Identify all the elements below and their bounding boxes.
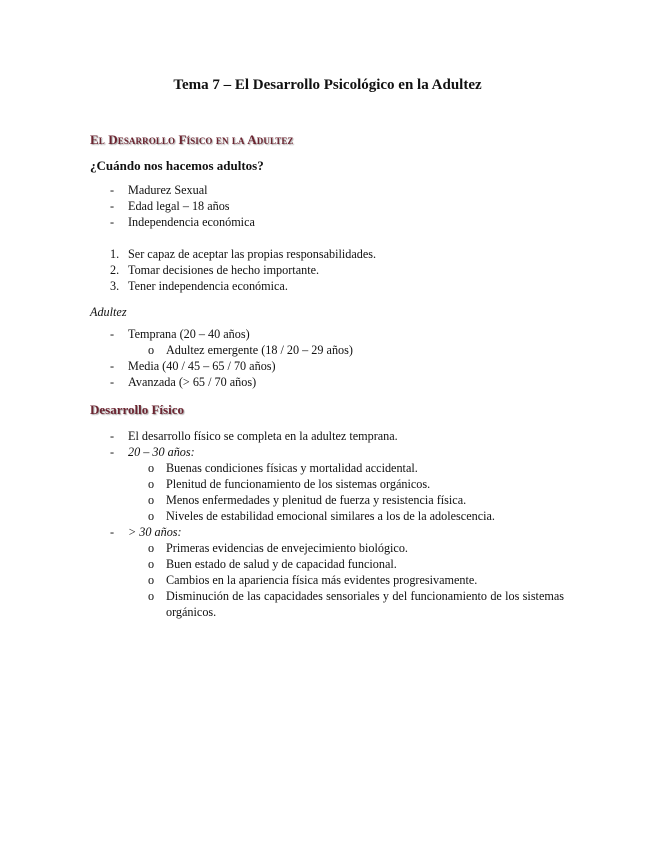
page-title: Tema 7 – El Desarrollo Psicológico en la Adultez: [173, 77, 482, 93]
list-item: [90, 524, 564, 620]
bullet-o: o: [148, 573, 155, 587]
stage-emergente: Adultez emergente (18 / 20 – 29 años): [166, 343, 353, 357]
stage-temprana: Temprana (20 – 40 años): [128, 327, 250, 341]
bullet-o: o: [148, 541, 155, 555]
sub-list-item: [128, 476, 564, 492]
sub-list-item: [128, 572, 564, 588]
question-heading: ¿Cuándo nos hacemos adultos?: [90, 158, 264, 173]
list-item: [90, 262, 376, 278]
list-item: [90, 246, 376, 262]
sub-list-text: Menos enfermedades y plenitud de fuerza y resistencia física.: [166, 493, 467, 507]
sub-list-text: Primeras evidencias de envejecimiento biológico.: [166, 541, 408, 555]
section-heading-desarrollo-fisico: Desarrollo Físico: [90, 402, 184, 417]
stages-list: [90, 326, 353, 390]
group-label-over-30: > 30 años:: [128, 525, 182, 539]
sub-list: [128, 540, 564, 620]
sub-list-text: Buenas condiciones físicas y mortalidad accidental.: [166, 461, 418, 475]
numbered-list: [90, 246, 376, 294]
list-text: Tomar decisiones de hecho importante.: [128, 263, 320, 277]
list-item: - Edad legal – 18 años: [90, 198, 255, 214]
list-item: [90, 444, 564, 524]
sub-list-item: [128, 492, 564, 508]
list-number: 2.: [110, 263, 120, 277]
sub-list-item: [128, 342, 353, 358]
sub-list-item: [128, 460, 564, 476]
list-item: - Avanzada (> 65 / 70 años): [90, 374, 353, 390]
list-item: - Madurez Sexual: [90, 182, 255, 198]
sub-list: [128, 460, 564, 524]
list-item: - El desarrollo físico se completa en la adultez temprana.: [90, 428, 564, 444]
sub-list-item: [128, 508, 564, 524]
physical-development-list: [90, 428, 564, 620]
list-number: 1.: [110, 247, 120, 261]
bullet-o: o: [148, 493, 155, 507]
sub-list-item: [128, 540, 564, 556]
bullet-o: o: [148, 343, 155, 357]
list-text: Tener independencia económica.: [128, 279, 288, 293]
sub-list-item: [128, 588, 564, 620]
group-label-20-30: 20 – 30 años:: [128, 445, 195, 459]
sub-list-text: Cambios en la apariencia física más evidentes progresivamente.: [166, 573, 478, 587]
bullet-o: o: [148, 477, 155, 491]
list-item: - Independencia económica: [90, 214, 255, 230]
sub-list-text: Niveles de estabilidad emocional similares a los de la adolescencia.: [166, 509, 495, 523]
criteria-list: [90, 182, 255, 230]
bullet-o: o: [148, 509, 155, 523]
adultez-label: Adultez: [90, 305, 127, 319]
sub-list-item: [128, 556, 564, 572]
sub-list-text: Plenitud de funcionamiento de los sistemas orgánicos.: [166, 477, 431, 491]
sub-list-text: Disminución de las capacidades sensoriales y del funcionamiento de los sistemas orgánicos.: [166, 589, 564, 619]
bullet-o: o: [148, 589, 155, 603]
sub-list-text: Buen estado de salud y de capacidad funcional.: [166, 557, 397, 571]
sub-list: [128, 342, 353, 358]
list-item: [90, 278, 376, 294]
bullet-o: o: [148, 461, 155, 475]
list-text: Ser capaz de aceptar las propias responsabilidades.: [128, 247, 377, 261]
bullet-o: o: [148, 557, 155, 571]
list-number: 3.: [110, 279, 120, 293]
list-item: - Media (40 / 45 – 65 / 70 años): [90, 358, 353, 374]
list-item: [90, 326, 353, 358]
section-heading-desarrollo-fisico-adultez: El Desarrollo Físico en la Adultez: [90, 132, 294, 147]
